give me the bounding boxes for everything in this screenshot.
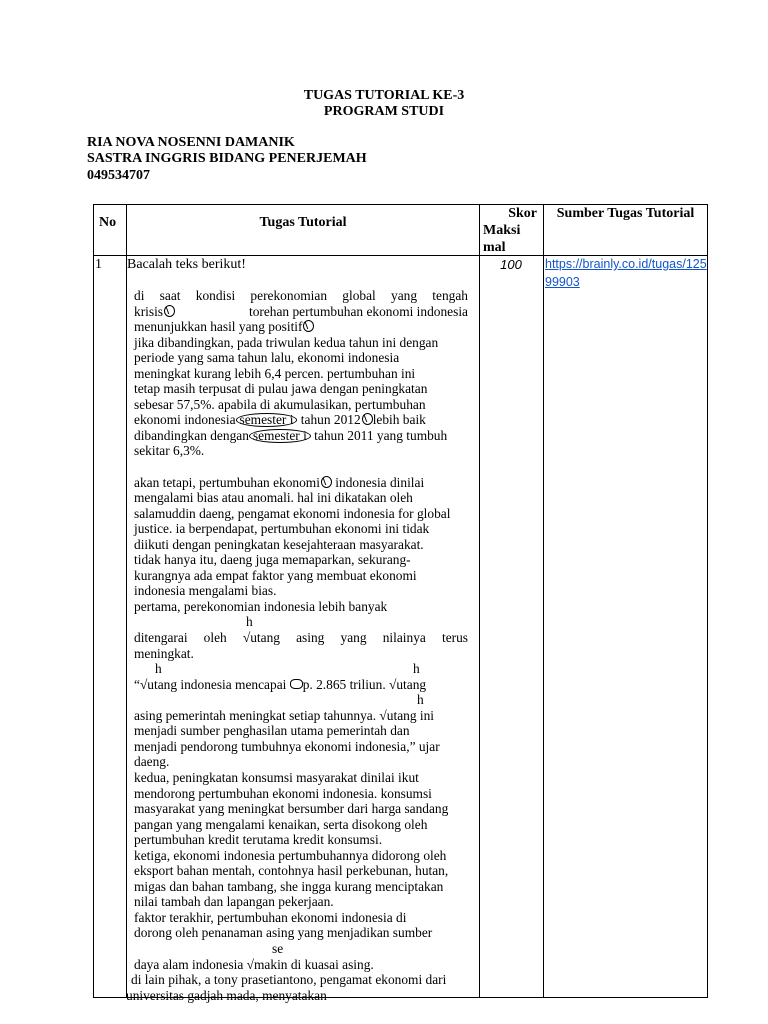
task-instruction: Bacalah teks berikut! — [127, 257, 246, 272]
passage-line: daya alam indonesia √makin di kuasai asing. — [134, 956, 374, 972]
pencil-mark-icon — [303, 320, 314, 332]
document-title: TUGAS TUTORIAL KE-3 — [303, 88, 465, 103]
max-score: 100 — [500, 257, 522, 272]
student-id: 049534707 — [87, 168, 150, 183]
passage-line: periode yang sama tahun lalu, ekonomi indonesia — [134, 350, 400, 366]
passage-line — [134, 319, 468, 335]
document-subtitle: PROGRAM STUDI — [323, 104, 445, 119]
superscript-h: h — [246, 614, 253, 630]
passage-line: diikuti dengan peningkatan kesejahteraan masyarakat. — [134, 536, 424, 552]
passage-line — [134, 304, 468, 320]
student-name: RIA NOVA NOSENNI DAMANIK — [87, 135, 295, 150]
superscript-line — [134, 661, 468, 677]
pencil-mark-icon — [321, 476, 332, 488]
passage-line: dorong oleh penanaman asing yang menjadikan sumber — [134, 925, 433, 941]
passage-line: migas dan bahan tambang, she ingga kurang menciptakan — [134, 878, 444, 894]
passage-line: meningkat. — [134, 645, 194, 661]
passage-line: menjadi pendorong tumbuhnya ekonomi indonesia,” ujar — [134, 738, 440, 754]
passage-line: justice. ia berpendapat, pertumbuhan ekonomi ini tidak — [134, 521, 430, 537]
header-skor-line: Skor — [508, 206, 537, 221]
passage-line: eksport bahan mentah, contohnya hasil perkebunan, hutan, — [134, 863, 449, 879]
passage-text: torehan pertumbuhan ekonomi indonesia — [248, 303, 468, 319]
passage-line: masyarakat yang meningkat bersumber dari harga sandang — [134, 801, 449, 817]
paragraph-gap — [134, 459, 468, 475]
superscript-h: h — [413, 661, 420, 677]
source-link[interactable]: https://brainly.co.id/tugas/12599903 — [545, 257, 707, 289]
passage-line: pertumbuhan kredit terutama kredit konsumsi. — [134, 832, 383, 848]
passage-line: kedua, peningkatan konsumsi masyarakat dinilai ikut — [134, 769, 419, 785]
passage-line: mengalami bias atau anomali. hal ini dikatakan oleh — [134, 490, 413, 506]
passage-line — [134, 475, 468, 491]
passage-line: tidak hanya itu, daeng juga memaparkan, sekurang- — [134, 552, 411, 568]
passage-line: tetap masih terpusat di pulau jawa dengan peningkatan — [134, 381, 428, 397]
superscript-line — [134, 692, 468, 708]
passage-line: faktor terakhir, pertumbuhan ekonomi indonesia di — [134, 909, 407, 925]
passage-line: pangan yang mengalami kenaikan, serta disokong oleh — [134, 816, 428, 832]
header-no: No — [99, 215, 117, 230]
passage-line: salamuddin daeng, pengamat ekonomi indonesia for global — [134, 505, 451, 521]
passage-text: lebih baik — [372, 412, 426, 428]
table-border-right — [707, 204, 708, 998]
passage-line: daeng. — [134, 754, 170, 770]
pencil-mark-icon — [362, 413, 373, 425]
pencil-mark-icon — [164, 305, 175, 317]
task-table — [93, 204, 708, 1003]
passage-line: menjadi sumber penghasilan utama pemerintah dan — [134, 723, 410, 739]
superscript-h: h — [155, 661, 162, 677]
header-skor-maksimal — [483, 205, 539, 256]
passage-line — [134, 412, 468, 428]
passage-line: indonesia mengalami bias. — [134, 583, 277, 599]
circled-word: semester i — [236, 413, 298, 427]
passage-text: “√utang indonesia mencapai — [134, 676, 290, 692]
passage-line: mendorong pertumbuhan ekonomi indonesia. konsumsi — [134, 785, 432, 801]
passage-text: akan tetapi, pertumbuhan ekonomi — [134, 474, 320, 490]
table-col-divider — [543, 204, 544, 998]
passage-text: krisis — [134, 303, 164, 319]
passage-text: dibandingkan dengan — [134, 427, 249, 443]
passage-text: tahun 2012 — [297, 412, 361, 428]
passage-line — [134, 428, 468, 444]
circled-word: semester i — [249, 429, 311, 443]
header-sumber-tugas: Sumber Tugas Tutorial — [556, 206, 695, 221]
superscript-se: se — [272, 940, 284, 956]
study-program: SASTRA INGGRIS BIDANG PENERJEMAH — [87, 151, 367, 166]
passage-line: universitas gadjah mada, menyatakan — [126, 987, 327, 1003]
passage-line: kurangnya ada empat faktor yang membuat ekonomi — [134, 567, 417, 583]
passage-line: ditengarai oleh √utang asing yang nilainya terus — [134, 630, 468, 646]
circled-mark-icon — [290, 679, 303, 689]
passage-line: sekitar 6,3%. — [134, 443, 205, 459]
passage-line — [134, 677, 468, 693]
header-tugas-tutorial: Tugas Tutorial — [259, 215, 347, 230]
passage-line: pertama, perekonomian indonesia lebih banyak — [134, 598, 388, 614]
passage-text: ekonomi indonesia — [134, 412, 236, 428]
table-col-divider — [479, 204, 480, 998]
passage-line: di saat kondisi perekonomian global yang tengah — [134, 288, 468, 303]
passage-text: tahun 2011 yang tumbuh — [310, 427, 448, 443]
superscript-line — [134, 941, 468, 957]
passage-line: sebesar 57,5%. apabila di akumulasikan, pertumbuhan — [134, 396, 426, 412]
passage-text: menunjukkan hasil yang positif — [134, 319, 303, 335]
passage-line: meningkat kurang lebih 6,4 percen. pertumbuhan ini — [134, 365, 416, 381]
passage-line: ketiga, ekonomi indonesia pertumbuhannya didorong oleh — [134, 847, 447, 863]
passage-line: di lain pihak, a tony prasetiantono, pengamat ekonomi dari — [131, 972, 447, 988]
passage-line: jika dibandingkan, pada triwulan kedua tahun ini dengan — [134, 334, 439, 350]
passage-line: nilai tambah dan lapangan pekerjaan. — [134, 894, 334, 910]
table-col-divider — [126, 204, 127, 998]
passage-text: p. 2.865 triliun. √utang — [302, 676, 427, 692]
table-border-left — [93, 204, 94, 998]
row-number: 1 — [95, 257, 102, 272]
reading-passage — [126, 288, 468, 1003]
superscript-line — [134, 614, 468, 630]
header-skor-line: Maksi — [483, 223, 521, 238]
superscript-h: h — [417, 692, 424, 708]
passage-text: indonesia dinilai — [331, 474, 425, 490]
header-skor-line: mal — [483, 240, 506, 255]
passage-line: asing pemerintah meningkat setiap tahunnya. √utang ini — [134, 707, 435, 723]
